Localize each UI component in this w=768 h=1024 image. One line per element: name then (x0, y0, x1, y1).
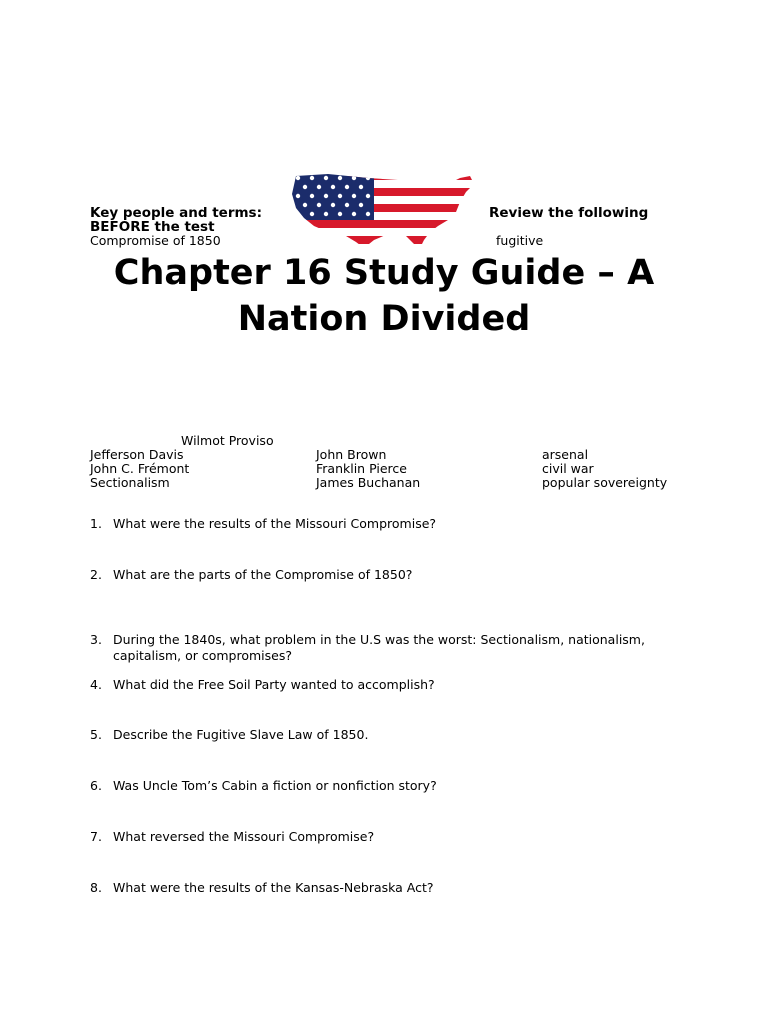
before-test-label: BEFORE the test (90, 219, 215, 235)
question-text: Describe the Fugitive Slave Law of 1850. (113, 727, 369, 742)
question-text: During the 1840s, what problem in the U.S was the worst: Sectionalism, nationalism, capitalism, or compromises? (113, 632, 645, 663)
term-item: Franklin Pierce (316, 461, 407, 476)
question-text: What are the parts of the Compromise of 1850? (113, 567, 413, 582)
question-number: 7. (90, 829, 102, 844)
question-text: Was Uncle Tom’s Cabin a fiction or nonfiction story? (113, 778, 437, 793)
term-item: arsenal (542, 447, 589, 462)
page-title-line1: Chapter 16 Study Guide – A (113, 253, 655, 293)
term-item: Jefferson Davis (90, 447, 184, 462)
question-number: 3. (90, 632, 102, 647)
question-number: 1. (90, 516, 102, 531)
fugitive-term: fugitive (496, 233, 544, 248)
question-number: 4. (90, 677, 102, 692)
question-text: What reversed the Missouri Compromise? (113, 829, 375, 844)
key-people-label: Key people and terms: (90, 205, 262, 221)
question-text: What were the results of the Kansas-Nebraska Act? (113, 880, 434, 895)
question-number: 5. (90, 727, 102, 742)
question-number: 6. (90, 778, 102, 793)
compromise-1850-term: Compromise of 1850 (90, 233, 221, 248)
term-item: Sectionalism (90, 475, 170, 490)
term-wilmot-proviso: Wilmot Proviso (181, 433, 274, 448)
term-item: James Buchanan (316, 475, 421, 490)
term-item: John C. Frémont (90, 461, 190, 476)
question-text: What did the Free Soil Party wanted to accomplish? (113, 677, 435, 692)
term-item: civil war (542, 461, 594, 476)
question-text: What were the results of the Missouri Compromise? (113, 516, 437, 531)
question-number: 8. (90, 880, 102, 895)
usa-map-flag-icon (288, 170, 478, 252)
term-item: John Brown (316, 447, 387, 462)
question-number: 2. (90, 567, 102, 582)
review-label: Review the following (489, 205, 649, 221)
page-title-line2: Nation Divided (237, 299, 531, 339)
term-item: popular sovereignty (542, 475, 668, 490)
